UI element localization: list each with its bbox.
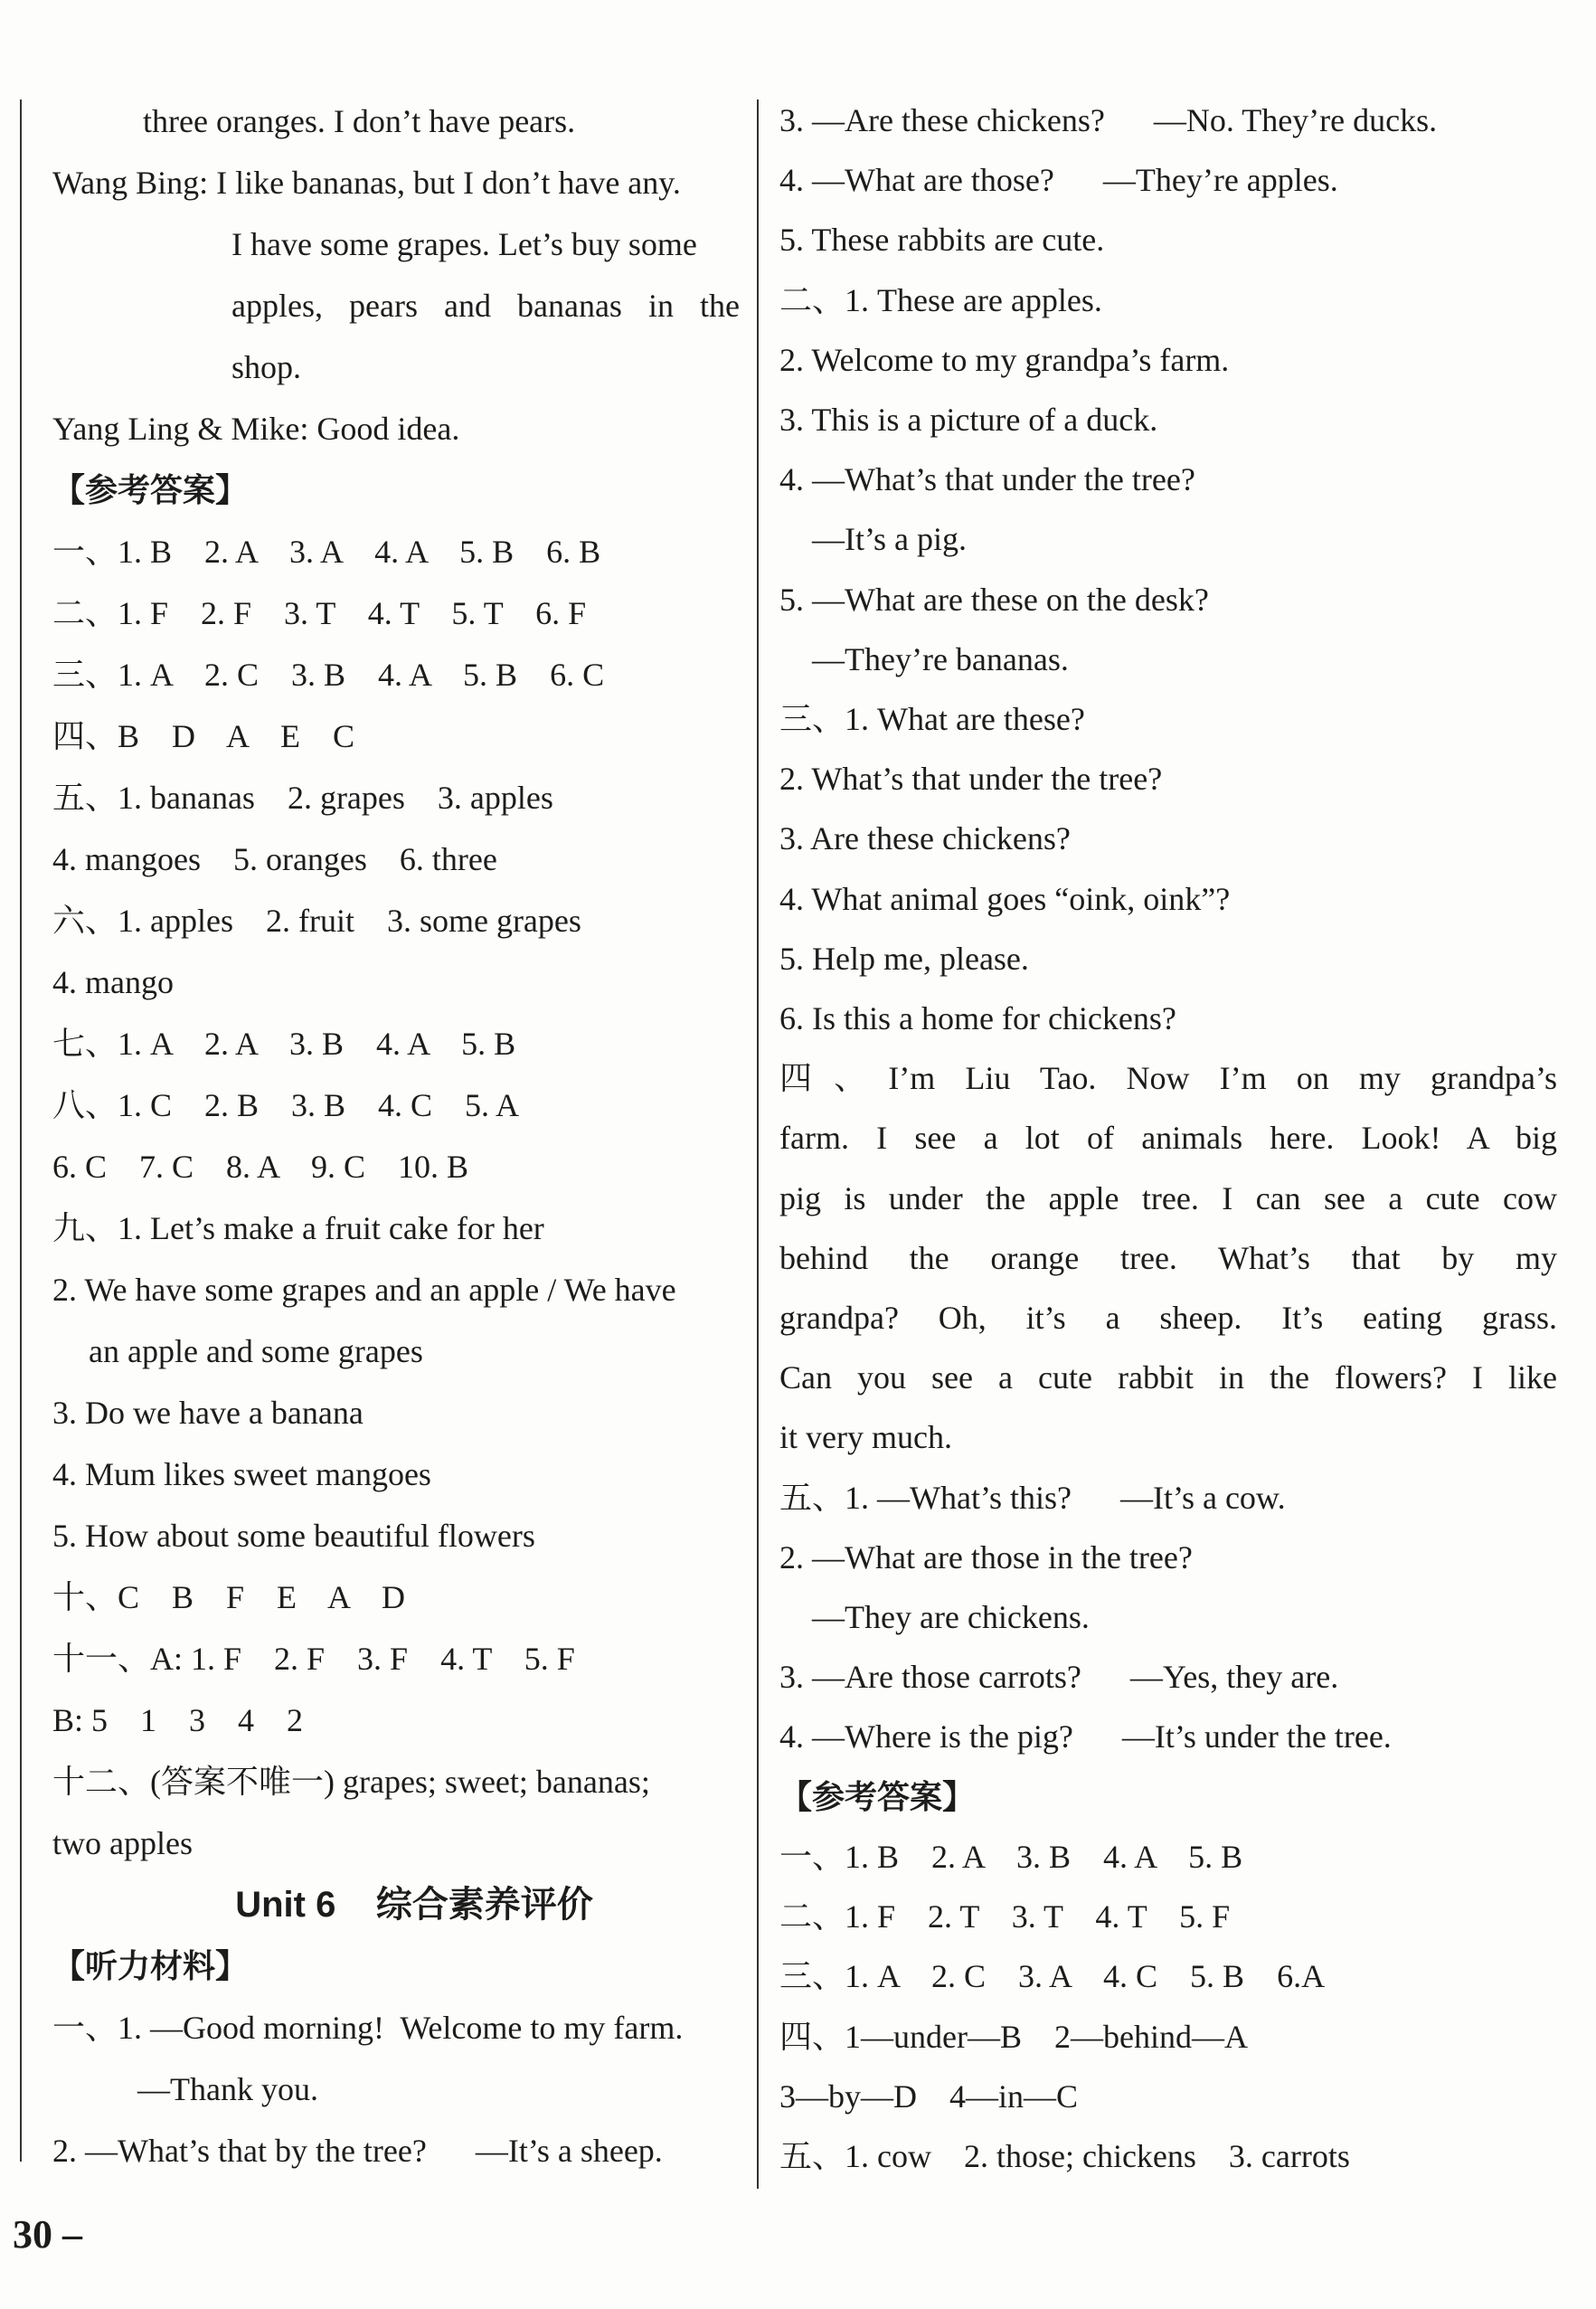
text-line: 二、1. These are apples. bbox=[779, 281, 1102, 318]
text-line: Yang Ling & Mike: Good idea. bbox=[52, 411, 460, 447]
text-line: 6. Is this a home for chickens? bbox=[779, 1000, 1176, 1037]
text-line: 2. —What’s that by the tree? —It’s a sheep. bbox=[52, 2133, 663, 2169]
text-line: —They are chickens. bbox=[812, 1599, 1090, 1636]
text-line: 十一、A: 1. F 2. F 3. F 4. T 5. F bbox=[52, 1641, 575, 1677]
text-line: 4. What animal goes “oink, oink”? bbox=[779, 880, 1231, 917]
text-line: 四、I’m Liu Tao. Now I’m on my grandpa’s bbox=[779, 1060, 1557, 1097]
text-line: 三、1. A 2. C 3. B 4. A 5. B 6. C bbox=[52, 657, 605, 693]
column-divider bbox=[757, 99, 759, 2189]
right-column bbox=[779, 90, 1557, 2186]
text-line: 三、1. A 2. C 3. A 4. C 5. B 6.A bbox=[779, 1958, 1326, 1995]
text-line: Can you see a cute rabbit in the flowers? I like bbox=[779, 1359, 1557, 1396]
section-heading: 【参考答案】 bbox=[52, 471, 249, 508]
text-line: two apples bbox=[52, 1825, 193, 1861]
text-line: 3. Do we have a banana bbox=[52, 1395, 364, 1431]
text-line: 4. —What are those? —They’re apples. bbox=[779, 162, 1338, 199]
text-line: 五、1. bananas 2. grapes 3. apples bbox=[52, 780, 553, 816]
text-line: 4. —What’s that under the tree? bbox=[779, 461, 1195, 498]
text-line: 3. This is a picture of a duck. bbox=[779, 402, 1158, 439]
text-line: 5. These rabbits are cute. bbox=[779, 222, 1105, 259]
left-margin-rule bbox=[20, 99, 22, 2162]
page-number: 30 – bbox=[13, 2212, 82, 2257]
text-line: 5. How about some beautiful flowers bbox=[52, 1518, 535, 1554]
text-line: 四、B D A E C bbox=[52, 718, 355, 754]
text-line: 3. —Are these chickens? —No. They’re ducks. bbox=[779, 102, 1438, 138]
text-line: 二、1. F 2. F 3. T 4. T 5. T 6. F bbox=[52, 595, 587, 631]
text-line: 二、1. F 2. T 3. T 4. T 5. F bbox=[779, 1898, 1231, 1935]
text-line: behind the orange tree. What’s that by my bbox=[779, 1239, 1557, 1276]
text-line: 一、1. —Good morning! Welcome to my farm. bbox=[52, 2010, 684, 2046]
text-line: shop. bbox=[231, 349, 302, 385]
text-line: 五、1. —What’s this? —It’s a cow. bbox=[779, 1479, 1286, 1516]
text-line: 八、1. C 2. B 3. B 4. C 5. A bbox=[52, 1087, 520, 1123]
text-line: I have some grapes. Let’s buy some bbox=[231, 226, 697, 262]
text-line: 3. Are these chickens? bbox=[779, 820, 1071, 857]
text-line: 2. —What are those in the tree? bbox=[779, 1538, 1193, 1576]
text-line: apples, pears and bananas in the bbox=[231, 288, 740, 324]
text-line: —It’s a pig. bbox=[812, 521, 967, 558]
text-line: 九、1. Let’s make a fruit cake for her bbox=[52, 1210, 544, 1246]
text-line: 一、1. B 2. A 3. B 4. A 5. B bbox=[779, 1838, 1243, 1875]
text-line: pig is under the apple tree. I can see a cute cow bbox=[779, 1179, 1557, 1216]
text-line: 五、1. cow 2. those; chickens 3. carrots bbox=[779, 2137, 1350, 2174]
text-line: grandpa? Oh, it’s a sheep. It’s eating grass. bbox=[779, 1300, 1557, 1337]
text-line: three oranges. I don’t have pears. bbox=[143, 103, 576, 139]
text-line: 一、1. B 2. A 3. A 4. A 5. B 6. B bbox=[52, 534, 601, 570]
text-line: 七、1. A 2. A 3. B 4. A 5. B bbox=[52, 1026, 516, 1062]
text-line: 2. What’s that under the tree? bbox=[779, 761, 1163, 798]
text-line: 三、1. What are these? bbox=[779, 701, 1085, 738]
text-line: 2. We have some grapes and an apple / We have bbox=[52, 1272, 676, 1308]
text-line: it very much. bbox=[779, 1419, 952, 1456]
text-line: 5. Help me, please. bbox=[779, 940, 1029, 977]
text-line: B: 5 1 3 4 2 bbox=[52, 1702, 304, 1738]
text-line: 5. —What are these on the desk? bbox=[779, 581, 1209, 618]
left-column bbox=[52, 90, 740, 2181]
section-heading: 【听力材料】 bbox=[52, 1947, 249, 1984]
text-line: 4. mangoes 5. oranges 6. three bbox=[52, 841, 497, 877]
text-line: an apple and some grapes bbox=[89, 1333, 423, 1369]
text-line: 2. Welcome to my grandpa’s farm. bbox=[779, 341, 1230, 378]
text-line: 6. C 7. C 8. A 9. C 10. B bbox=[52, 1149, 469, 1185]
text-line: 4. mango bbox=[52, 964, 174, 1000]
text-line: 十二、(答案不唯一) grapes; sweet; bananas; bbox=[52, 1764, 650, 1800]
text-line: 六、1. apples 2. fruit 3. some grapes bbox=[52, 903, 581, 939]
unit-heading: Unit 6 综合素养评价 bbox=[235, 1885, 593, 1925]
text-line: 四、1—under—B 2—behind—A bbox=[779, 2018, 1248, 2055]
text-line: —Thank you. bbox=[137, 2071, 318, 2107]
text-line: 4. Mum likes sweet mangoes bbox=[52, 1456, 431, 1492]
text-line: 3—by—D 4—in—C bbox=[779, 2077, 1079, 2115]
text-line: 十、C B F E A D bbox=[52, 1579, 406, 1615]
text-line: Wang Bing: I like bananas, but I don’t have any. bbox=[52, 165, 681, 201]
text-line: farm. I see a lot of animals here. Look! A big bbox=[779, 1120, 1557, 1157]
text-line: —They’re bananas. bbox=[812, 640, 1069, 677]
text-line: 4. —Where is the pig? —It’s under the tree. bbox=[779, 1718, 1392, 1755]
section-heading: 【参考答案】 bbox=[779, 1777, 976, 1815]
text-line: 3. —Are those carrots? —Yes, they are. bbox=[779, 1659, 1339, 1696]
